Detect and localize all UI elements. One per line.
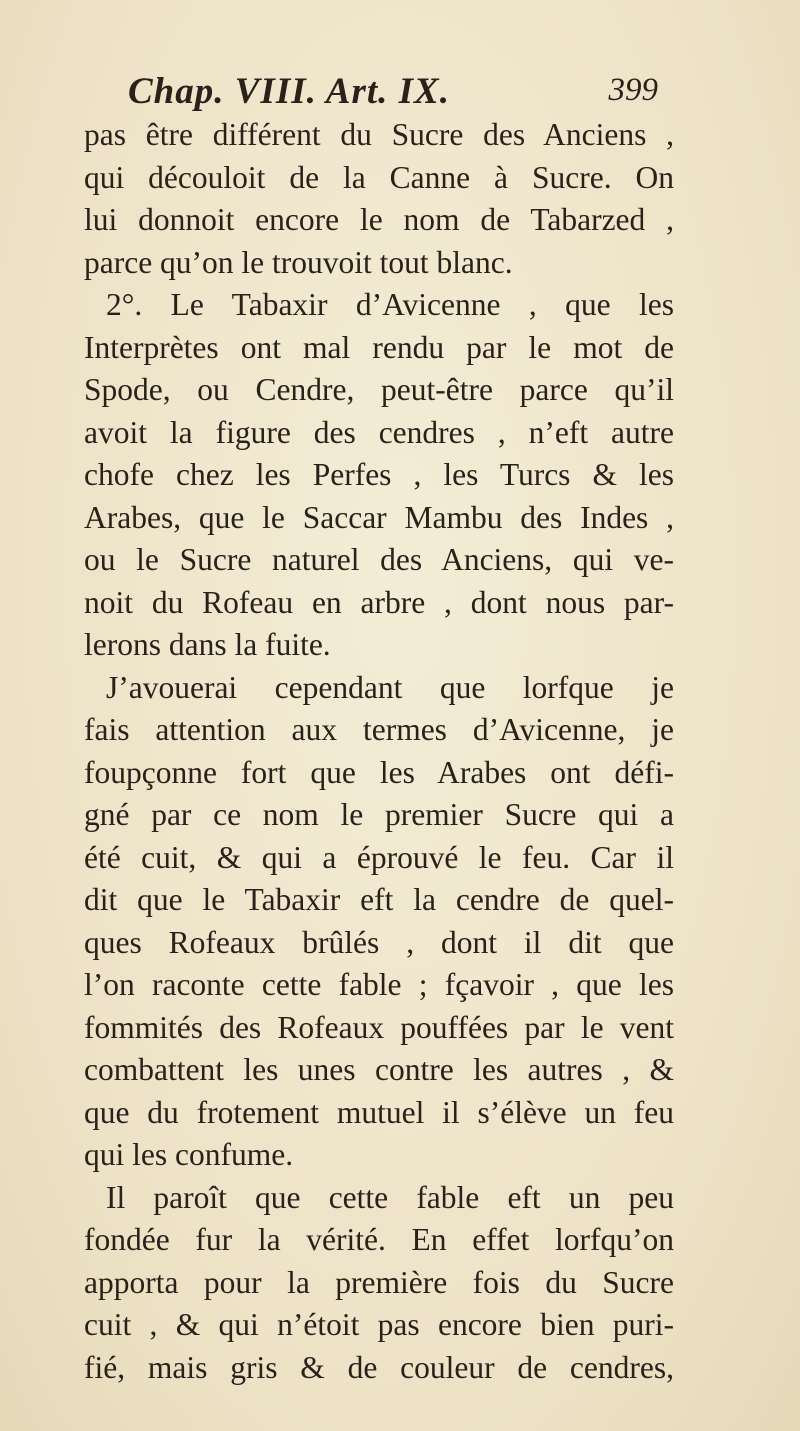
page-number: 399	[608, 72, 658, 108]
text-line: Il paroît que cette fable eft un peu	[106, 1179, 674, 1215]
text-line: fommités des Rofeaux pouffées par le vent	[84, 1009, 674, 1045]
text-line: Interprètes ont mal rendu par le mot de	[84, 329, 674, 365]
text-line: pas être différent du Sucre des Anciens ,	[84, 117, 674, 152]
text-line: l’on raconte cette fable ; fçavoir , que les	[84, 967, 674, 1002]
text-line: fais attention aux termes d’Avicenne, je	[84, 712, 674, 747]
text-line: cuit , & qui n’étoit pas encore bien puri-	[84, 1307, 674, 1342]
text-line: noit du Rofeau en arbre , dont nous par-	[84, 584, 674, 620]
text-line: avoit la figure des cendres , n’eft autre	[84, 414, 674, 450]
text-line: J’avouerai cependant que lorfque je	[106, 669, 674, 705]
text-line: ques Rofeaux brûlés , dont il dit que	[84, 924, 674, 960]
text-line: foupçonne fort que les Arabes ont défi-	[84, 754, 674, 790]
text-line: lerons dans la fuite.	[84, 627, 331, 662]
text-line: gné par ce nom le premier Sucre qui a	[84, 797, 674, 832]
text-line: fié, mais gris & de couleur de cendres,	[84, 1349, 674, 1385]
text-line: fondée fur la vérité. En effet lorfqu’on	[84, 1222, 674, 1257]
text-line: Arabes, que le Saccar Mambu des Indes ,	[84, 499, 674, 535]
text-line: été cuit, & qui a éprouvé le feu. Car il	[84, 839, 674, 875]
text-line: ou le Sucre naturel des Anciens, qui ve-	[84, 542, 674, 577]
text-line: Spode, ou Cendre, peut-être parce qu’il	[84, 372, 674, 407]
page-header	[128, 70, 658, 120]
text-line: chofe chez les Perfes , les Turcs & les	[84, 457, 674, 492]
text-line: qui découloit de la Canne à Sucre. On	[84, 159, 674, 195]
text-line: parce qu’on le trouvoit tout blanc.	[84, 244, 513, 280]
running-head: Chap. VIII. Art. IX.	[128, 71, 450, 112]
text-line: combattent les unes contre les autres , &	[84, 1052, 674, 1087]
text-line: dit que le Tabaxir eft la cendre de quel-	[84, 882, 674, 917]
text-line: apporta pour la première fois du Sucre	[84, 1264, 674, 1300]
text-line: 2°. Le Tabaxir d’Avicenne , que les	[106, 287, 674, 322]
body-text	[84, 114, 674, 1389]
text-line: qui les confume.	[84, 1137, 294, 1172]
text-line: lui donnoit encore le nom de Tabarzed ,	[84, 202, 674, 237]
text-line: que du frotement mutuel il s’élève un feu	[84, 1094, 674, 1130]
